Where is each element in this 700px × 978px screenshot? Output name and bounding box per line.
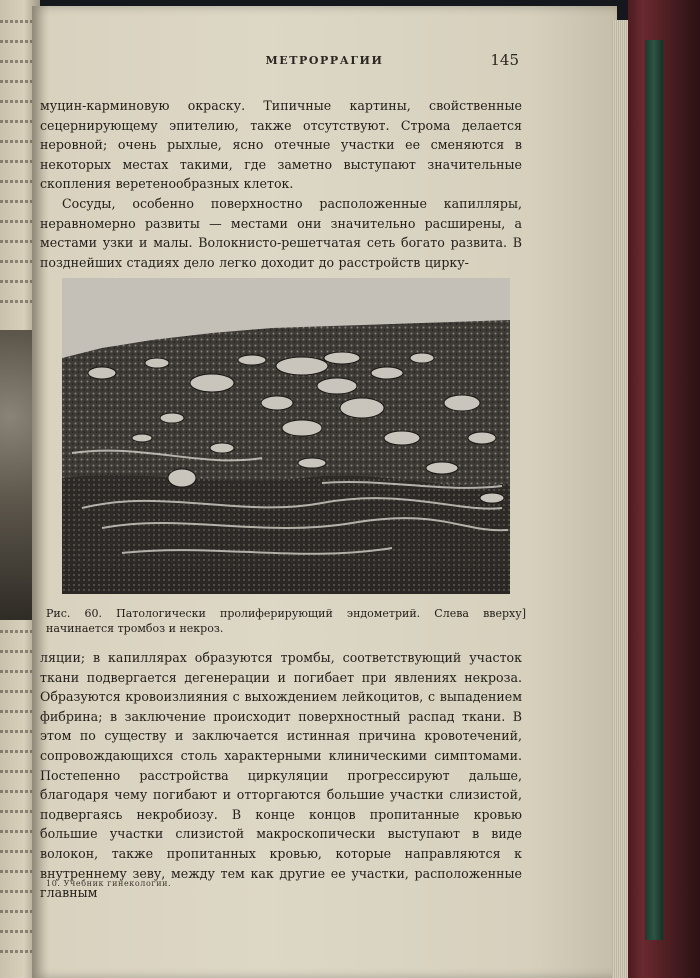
running-head: МЕТРОРРАГИИ: [265, 54, 384, 67]
signature-footer: 10. Учебник гинекологии.: [46, 879, 172, 888]
adjacent-text-line: [0, 240, 34, 243]
book-cover: [628, 0, 700, 978]
endometrium-micrograph-image: [62, 278, 510, 594]
adjacent-text-line: [0, 950, 34, 953]
adjacent-text-line: [0, 180, 34, 183]
paragraph: ляции; в капиллярах образуются тромбы, соответствующий участок ткани подвергается дегенерации и погибает при явлениях некроза. Образуются кровоизлияния с выхождением лейкоцитов, с выпадением фибрина; в заключение происходит поверхностный распад ткани. В этом по существу и заключается истинная причина кровотечений, сопровождающихся столь характерными клиническими симптомами. Постепенно расстройства циркуляции прогрессируют дальше, благодаря чему погибают и отторгаются большие участки слизистой, подвергаясь некробиозу. В конце концов пропитанные кровью большие участки слизистой макроскопически выступают в виде волокон, также пропитанных кровью, которые направляются к внутреннему зеву, между тем как другие ее участки, расположенные главным: [40, 650, 522, 901]
adjacent-text-line: [0, 280, 34, 283]
adjacent-text-line: [0, 120, 34, 123]
adjacent-text-line: [0, 40, 34, 43]
adjacent-text-line: [0, 630, 34, 633]
micrograph-figure: [62, 278, 510, 594]
adjacent-text-line: [0, 770, 34, 773]
adjacent-text-line: [0, 730, 34, 733]
paragraph: Сосуды, особенно поверхностно расположенные капилляры, неравномерно развиты — местами они значительно расширены, а местами узки и малы. Волокнисто-решетчатая сеть богато развита. В позднейших стадиях дело легко доходит до расстройств цирку-: [40, 195, 522, 270]
adjacent-text-line: [0, 930, 34, 933]
adjacent-text-line: [0, 690, 34, 693]
adjacent-text-line: [0, 790, 34, 793]
adjacent-text-line: [0, 710, 34, 713]
cover-spine: [645, 40, 663, 940]
adjacent-text-line: [0, 890, 34, 893]
adjacent-text-line: [0, 100, 34, 103]
body-text-bottom: [40, 648, 522, 903]
adjacent-text-line: [0, 300, 34, 303]
paragraph: муцин-карминовую окраску. Типичные картины, свойственные сецернирующему эпителию, также отсутствуют. Строма делается неровной; очень рыхлые, ясно отечные участки ее сменяются в некоторых местах такими, где заметно выступают значительные скопления веретенообразных клеток.: [40, 98, 522, 192]
book-page: [32, 6, 617, 978]
adjacent-text-line: [0, 750, 34, 753]
adjacent-text-line: [0, 650, 34, 653]
adjacent-text-line: [0, 140, 34, 143]
adjacent-text-line: [0, 60, 34, 63]
adjacent-text-line: [0, 670, 34, 673]
adjacent-text-line: [0, 810, 34, 813]
page-number: 145: [490, 51, 519, 69]
figure-caption: Рис. 60. Патологически пролиферирующий эндометрий. Слева вверху] начинается тромбоз и некроз.: [46, 607, 526, 635]
adjacent-text-line: [0, 80, 34, 83]
adjacent-text-line: [0, 200, 34, 203]
adjacent-text-line: [0, 870, 34, 873]
adjacent-text-line: [0, 910, 34, 913]
adjacent-text-line: [0, 220, 34, 223]
adjacent-text-line: [0, 260, 34, 263]
body-text-top: [40, 96, 522, 272]
adjacent-text-line: [0, 160, 34, 163]
adjacent-text-line: [0, 830, 34, 833]
adjacent-text-line: [0, 20, 34, 23]
adjacent-text-line: [0, 850, 34, 853]
